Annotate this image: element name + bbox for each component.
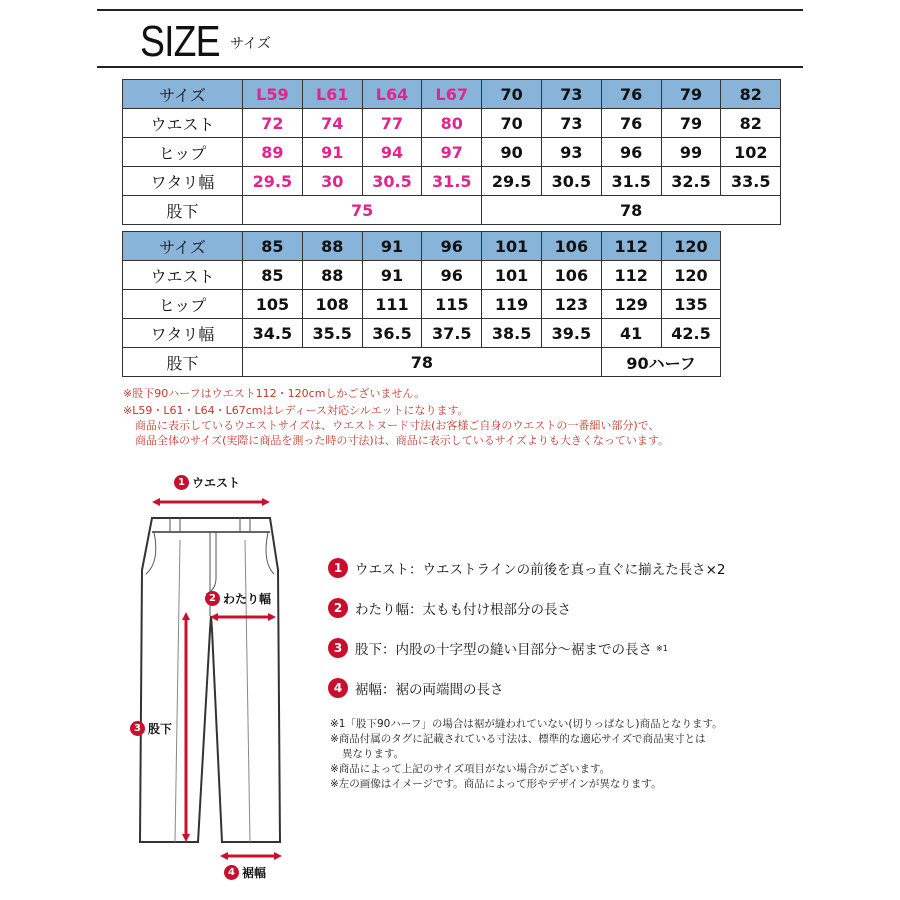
value-cell: 99	[661, 138, 721, 167]
value-cell: 129	[601, 290, 661, 319]
value-cell: 39.5	[541, 319, 601, 348]
size-cell: 76	[601, 80, 661, 109]
diagram-label-text: 股下	[148, 722, 173, 736]
row-label: サイズ	[123, 80, 243, 109]
row-label: ウエスト	[123, 109, 243, 138]
legend-text: 股下：内股の十字型の縫い目部分～裾までの長さ	[355, 642, 652, 658]
row-label: ヒップ	[123, 138, 243, 167]
size-cell: 112	[601, 232, 661, 261]
diagram-label-inseam	[130, 720, 172, 737]
value-cell: 89	[243, 138, 303, 167]
value-cell: 115	[422, 290, 482, 319]
value-cell: 77	[362, 109, 422, 138]
value-cell: 41	[601, 319, 661, 348]
value-cell: 90ハーフ	[601, 348, 721, 377]
row-label: ワタリ幅	[123, 167, 243, 196]
value-cell: 42.5	[661, 319, 721, 348]
table-row	[123, 109, 781, 138]
value-cell: 30	[302, 167, 362, 196]
value-cell: 96	[422, 261, 482, 290]
size-cell: 106	[541, 232, 601, 261]
diagram-label-watari	[205, 590, 271, 607]
size-cell: 73	[541, 80, 601, 109]
value-cell: 88	[302, 261, 362, 290]
value-cell: 32.5	[661, 167, 721, 196]
diagram-label-hem	[224, 864, 266, 881]
value-cell: 96	[601, 138, 661, 167]
size-cell: 120	[661, 232, 721, 261]
footnote-line: 異なります。	[342, 748, 405, 760]
table-row	[123, 348, 721, 377]
pants-diagram	[120, 470, 300, 890]
value-cell: 119	[482, 290, 542, 319]
number-badge: 3	[130, 721, 145, 736]
value-cell: 37.5	[422, 319, 482, 348]
table-row	[123, 319, 721, 348]
value-cell: 111	[362, 290, 422, 319]
table-row	[123, 196, 781, 225]
table-row	[123, 261, 721, 290]
value-cell: 102	[721, 138, 781, 167]
footnote-line: ※商品付属のタグに記載されている寸法は、標準的な適応サイズで商品実寸とは	[330, 733, 706, 745]
size-cell: L61	[302, 80, 362, 109]
legend-item-inseam	[328, 638, 668, 658]
footnotes	[330, 717, 723, 792]
table-row	[123, 290, 721, 319]
legend-item-watari	[328, 598, 571, 618]
footnote-line: ※1「股下90ハーフ」の場合は裾が縫われていない(切りっぱなし)商品となります。	[330, 718, 723, 730]
value-cell: 93	[541, 138, 601, 167]
value-cell: 31.5	[422, 167, 482, 196]
number-badge: 1	[174, 475, 189, 490]
value-cell: 135	[661, 290, 721, 319]
value-cell: 120	[661, 261, 721, 290]
number-badge: 2	[328, 598, 348, 618]
value-cell: 29.5	[243, 167, 303, 196]
note-line: 商品全体のサイズ(実際に商品を測った時の寸法)は、商品に表示しているサイズよりも大きくなっています。	[135, 434, 669, 447]
value-cell: 29.5	[482, 167, 542, 196]
value-cell: 108	[302, 290, 362, 319]
value-cell: 30.5	[362, 167, 422, 196]
page-title: SIZE	[140, 17, 220, 66]
value-cell: 101	[482, 261, 542, 290]
legend-text: ウエスト：ウエストラインの前後を真っ直ぐに揃えた長さ×2	[355, 562, 726, 578]
value-cell: 112	[601, 261, 661, 290]
value-cell: 31.5	[601, 167, 661, 196]
header-rule	[97, 66, 803, 68]
legend-item-waist	[328, 558, 726, 578]
value-cell: 78	[482, 196, 781, 225]
value-cell: 73	[541, 109, 601, 138]
value-cell: 91	[302, 138, 362, 167]
note-line: ※股下90ハーフはウエスト112・120cmしかございません。	[123, 387, 426, 400]
size-cell: 70	[482, 80, 542, 109]
row-label: ヒップ	[123, 290, 243, 319]
size-table-2	[122, 231, 721, 377]
value-cell: 105	[243, 290, 303, 319]
value-cell: 35.5	[302, 319, 362, 348]
row-label: ウエスト	[123, 261, 243, 290]
row-label: 股下	[123, 196, 243, 225]
value-cell: 91	[362, 261, 422, 290]
note-line: 商品に表示しているウエストサイズは、ウエストヌード寸法(お客様ご自身のウエストの一番細い部分)で、	[135, 419, 660, 432]
size-cell: 91	[362, 232, 422, 261]
value-cell: 34.5	[243, 319, 303, 348]
size-cell: 101	[482, 232, 542, 261]
table-row	[123, 80, 781, 109]
value-cell: 70	[482, 109, 542, 138]
size-cell: L67	[422, 80, 482, 109]
footnote-marker: ※1	[656, 643, 668, 653]
size-cell: 88	[302, 232, 362, 261]
value-cell: 82	[721, 109, 781, 138]
row-label: 股下	[123, 348, 243, 377]
value-cell: 74	[302, 109, 362, 138]
size-cell: 85	[243, 232, 303, 261]
number-badge: 2	[205, 591, 220, 606]
value-cell: 85	[243, 261, 303, 290]
value-cell: 75	[243, 196, 482, 225]
row-label: サイズ	[123, 232, 243, 261]
legend-text: 裾幅：裾の両端間の長さ	[355, 682, 504, 698]
value-cell: 79	[661, 109, 721, 138]
value-cell: 106	[541, 261, 601, 290]
number-badge: 4	[328, 678, 348, 698]
value-cell: 38.5	[482, 319, 542, 348]
value-cell: 33.5	[721, 167, 781, 196]
value-cell: 36.5	[362, 319, 422, 348]
size-cell: 79	[661, 80, 721, 109]
diagram-label-text: ウエスト	[192, 476, 241, 490]
value-cell: 94	[362, 138, 422, 167]
size-notes	[123, 386, 669, 448]
diagram-label-text: 裾幅	[242, 866, 267, 880]
size-cell: L59	[243, 80, 303, 109]
footnote-line: ※商品によって上記のサイズ項目がない場合がございます。	[330, 763, 611, 775]
legend-item-hem	[328, 678, 504, 698]
size-table-1	[122, 79, 781, 225]
value-cell: 72	[243, 109, 303, 138]
value-cell: 97	[422, 138, 482, 167]
diagram-label-text: わたり幅	[223, 592, 272, 606]
value-cell: 76	[601, 109, 661, 138]
page-subtitle: サイズ	[230, 36, 271, 52]
number-badge: 1	[328, 558, 348, 578]
row-label: ワタリ幅	[123, 319, 243, 348]
table-row	[123, 232, 721, 261]
diagram-label-waist	[174, 474, 240, 491]
size-cell: 96	[422, 232, 482, 261]
value-cell: 30.5	[541, 167, 601, 196]
table-row	[123, 167, 781, 196]
top-rule	[97, 9, 803, 11]
value-cell: 90	[482, 138, 542, 167]
number-badge: 4	[224, 865, 239, 880]
value-cell: 78	[243, 348, 602, 377]
footnote-line: ※左の画像はイメージです。商品によって形やデザインが異なります。	[330, 778, 662, 790]
legend-text: わたり幅：太もも付け根部分の長さ	[355, 602, 571, 618]
note-line: ※L59・L61・L64・L67cmはレディース対応シルエットになります。	[123, 404, 469, 417]
table-row	[123, 138, 781, 167]
size-cell: 82	[721, 80, 781, 109]
value-cell: 123	[541, 290, 601, 319]
size-cell: L64	[362, 80, 422, 109]
value-cell: 80	[422, 109, 482, 138]
number-badge: 3	[328, 638, 348, 658]
